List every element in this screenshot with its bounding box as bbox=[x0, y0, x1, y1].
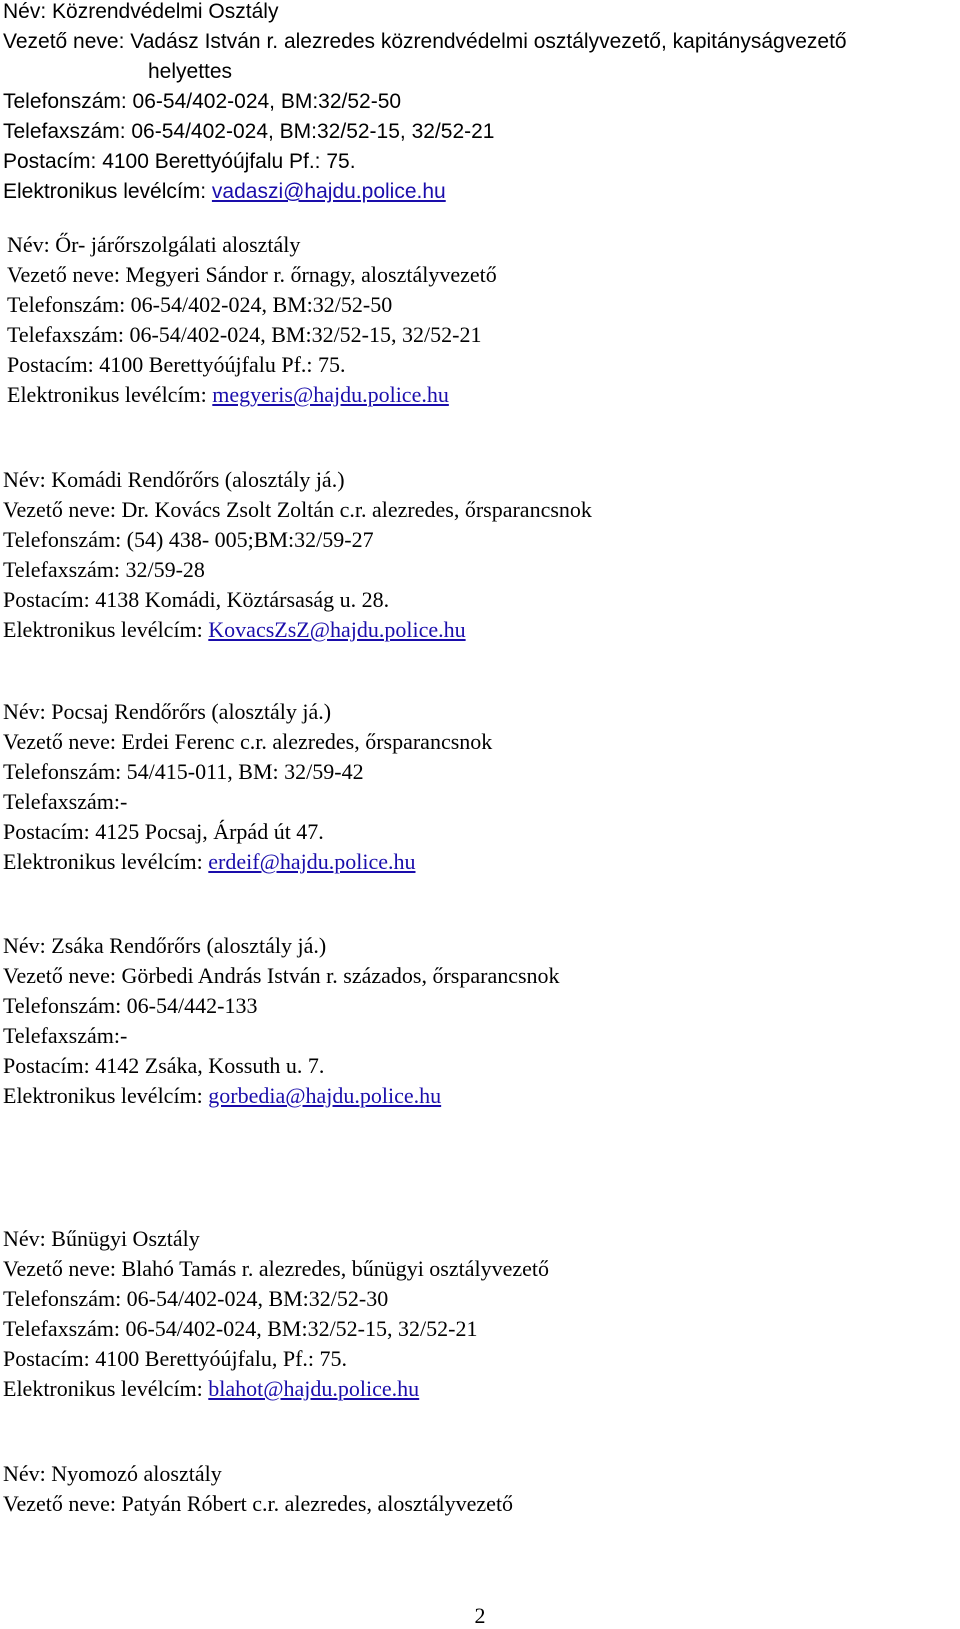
section-kozrendvedelmi bbox=[3, 0, 960, 207]
page-number: 2 bbox=[474, 1603, 486, 1628]
email-line bbox=[3, 615, 960, 645]
email-link[interactable]: gorbedia@hajdu.police.hu bbox=[208, 1083, 442, 1108]
section-or-jarorszolgalati bbox=[7, 230, 960, 410]
unit-name: Név: Őr- járőrszolgálati alosztály bbox=[7, 232, 301, 257]
email-link[interactable]: KovacsZsZ@hajdu.police.hu bbox=[208, 617, 466, 642]
email-label: Elektronikus levélcím: bbox=[3, 1083, 209, 1108]
email-link[interactable]: erdeif@hajdu.police.hu bbox=[208, 849, 416, 874]
unit-name: Név: Nyomozó alosztály bbox=[3, 1461, 222, 1486]
unit-name: Név: Bűnügyi Osztály bbox=[3, 1226, 200, 1251]
section-zsaka bbox=[3, 931, 960, 1111]
email-line bbox=[3, 847, 960, 877]
fax: Telefaxszám: 06-54/402-024, BM:32/52-15, 32/52-21 bbox=[7, 322, 482, 347]
postal-address: Postacím: 4100 Berettyóújfalu Pf.: 75. bbox=[3, 150, 356, 173]
fax: Telefaxszám:- bbox=[3, 1023, 128, 1048]
leader-name-continued: helyettes bbox=[148, 60, 233, 83]
leader-name: Vezető neve: Megyeri Sándor r. őrnagy, alosztályvezető bbox=[7, 262, 497, 287]
leader-name: Vezető neve: Görbedi András István r. százados, őrsparancsnok bbox=[3, 963, 560, 988]
section-bunugyi bbox=[3, 1224, 960, 1404]
postal-address: Postacím: 4125 Pocsaj, Árpád út 47. bbox=[3, 819, 324, 844]
email-label: Elektronikus levélcím: bbox=[3, 1376, 209, 1401]
phone: Telefonszám: 06-54/402-024, BM:32/52-50 bbox=[3, 90, 402, 113]
postal-address: Postacím: 4142 Zsáka, Kossuth u. 7. bbox=[3, 1053, 325, 1078]
section-pocsaj bbox=[3, 697, 960, 877]
phone: Telefonszám: 06-54/402-024, BM:32/52-30 bbox=[3, 1286, 389, 1311]
unit-name: Név: Pocsaj Rendőrőrs (alosztály já.) bbox=[3, 699, 332, 724]
email-link[interactable]: megyeris@hajdu.police.hu bbox=[212, 382, 449, 407]
leader-name: Vezető neve: Dr. Kovács Zsolt Zoltán c.r. alezredes, őrsparancsnok bbox=[3, 497, 592, 522]
email-line bbox=[3, 1374, 960, 1404]
email-line bbox=[3, 1081, 960, 1111]
phone: Telefonszám: (54) 438- 005;BM:32/59-27 bbox=[3, 527, 374, 552]
fax: Telefaxszám: 32/59-28 bbox=[3, 557, 205, 582]
leader-name: Vezető neve: Patyán Róbert c.r. alezredes, alosztályvezető bbox=[3, 1491, 514, 1516]
section-nyomozo bbox=[3, 1459, 960, 1519]
leader-name: Vezető neve: Vadász István r. alezredes közrendvédelmi osztályvezető, kapitányságvezető bbox=[3, 30, 847, 53]
email-label: Elektronikus levélcím: bbox=[7, 382, 213, 407]
unit-name: Név: Zsáka Rendőrőrs (alosztály já.) bbox=[3, 933, 327, 958]
fax: Telefaxszám: 06-54/402-024, BM:32/52-15, 32/52-21 bbox=[3, 1316, 478, 1341]
email-line bbox=[7, 380, 960, 410]
phone: Telefonszám: 06-54/402-024, BM:32/52-50 bbox=[7, 292, 393, 317]
leader-name: Vezető neve: Erdei Ferenc c.r. alezredes, őrsparancsnok bbox=[3, 729, 493, 754]
postal-address: Postacím: 4138 Komádi, Köztársaság u. 28. bbox=[3, 587, 390, 612]
phone: Telefonszám: 06-54/442-133 bbox=[3, 993, 258, 1018]
fax: Telefaxszám:- bbox=[3, 789, 128, 814]
email-label: Elektronikus levélcím: bbox=[3, 849, 209, 874]
postal-address: Postacím: 4100 Berettyóújfalu Pf.: 75. bbox=[7, 352, 346, 377]
unit-name: Név: Komádi Rendőrőrs (alosztály já.) bbox=[3, 467, 345, 492]
leader-name: Vezető neve: Blahó Tamás r. alezredes, bűnügyi osztályvezető bbox=[3, 1256, 550, 1281]
unit-name: Név: Közrendvédelmi Osztály bbox=[3, 0, 279, 23]
phone: Telefonszám: 54/415-011, BM: 32/59-42 bbox=[3, 759, 364, 784]
email-label: Elektronikus levélcím: bbox=[3, 617, 209, 642]
email-label: Elektronikus levélcím: bbox=[3, 180, 212, 203]
email-link[interactable]: blahot@hajdu.police.hu bbox=[208, 1376, 420, 1401]
postal-address: Postacím: 4100 Berettyóújfalu, Pf.: 75. bbox=[3, 1346, 348, 1371]
section-komadi bbox=[3, 465, 960, 645]
fax: Telefaxszám: 06-54/402-024, BM:32/52-15, 32/52-21 bbox=[3, 120, 495, 143]
email-line bbox=[3, 177, 960, 207]
email-link[interactable]: vadaszi@hajdu.police.hu bbox=[211, 180, 446, 203]
